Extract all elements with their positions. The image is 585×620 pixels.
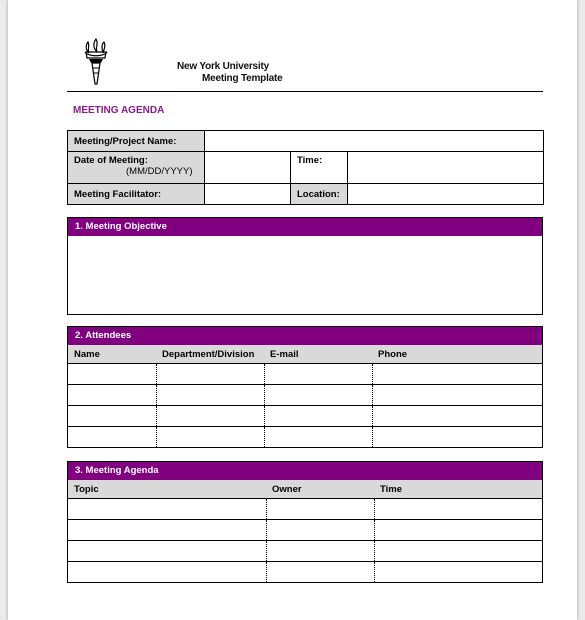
attendee-department-cell[interactable] [156,406,264,427]
agenda-row [68,520,542,541]
facilitator-label: Meeting Facilitator: [68,184,205,205]
nyu-torch-logo-icon [78,38,114,86]
attendees-title: 2. Attendees [68,327,542,345]
col-header-phone: Phone [372,345,542,364]
agenda-row [68,499,542,520]
date-label: Date of Meeting: [74,155,148,166]
agenda-owner-cell[interactable] [266,499,374,520]
date-format-hint: (MM/DD/YYYY) [126,166,193,177]
agenda-topic-cell[interactable] [68,562,266,583]
agenda-owner-cell[interactable] [266,541,374,562]
attendee-email-cell[interactable] [264,385,372,406]
attendee-email-cell[interactable] [264,427,372,448]
col-header-time: Time [374,480,542,499]
agenda-row [68,541,542,562]
attendee-name-cell[interactable] [68,427,156,448]
agenda-title: 3. Meeting Agenda [68,462,542,480]
attendee-name-cell[interactable] [68,385,156,406]
col-header-department: Department/Division [156,345,264,364]
template-title: Meeting Template [202,73,283,84]
col-header-email: E-mail [264,345,372,364]
agenda-topic-cell[interactable] [68,520,266,541]
meeting-agenda-heading: MEETING AGENDA [73,105,165,116]
attendees-section [67,326,543,448]
university-name: New York University [177,61,269,72]
attendee-department-cell[interactable] [156,385,264,406]
objective-text-area[interactable] [68,236,542,314]
attendee-name-cell[interactable] [68,406,156,427]
col-header-name: Name [68,345,156,364]
agenda-time-cell[interactable] [374,562,542,583]
date-field[interactable] [205,152,291,184]
attendee-name-cell[interactable] [68,364,156,385]
agenda-owner-cell[interactable] [266,562,374,583]
date-label-cell [68,152,205,184]
agenda-topic-cell[interactable] [68,541,266,562]
attendee-row [68,427,542,448]
time-field[interactable] [348,152,544,184]
attendee-row [68,364,542,385]
project-name-field[interactable] [205,131,544,152]
attendee-email-cell[interactable] [264,406,372,427]
agenda-topic-cell[interactable] [68,499,266,520]
attendee-department-cell[interactable] [156,427,264,448]
document-page [8,0,577,620]
objective-title: 1. Meeting Objective [68,218,542,236]
attendee-row [68,385,542,406]
agenda-time-cell[interactable] [374,541,542,562]
col-header-topic: Topic [68,480,266,499]
agenda-time-cell[interactable] [374,520,542,541]
facilitator-field[interactable] [205,184,291,205]
attendee-row [68,406,542,427]
location-field[interactable] [348,184,544,205]
agenda-time-cell[interactable] [374,499,542,520]
location-label: Location: [291,184,348,205]
attendee-department-cell[interactable] [156,364,264,385]
agenda-row [68,562,542,583]
attendees-table [68,345,542,447]
attendee-phone-cell[interactable] [372,364,542,385]
attendee-phone-cell[interactable] [372,406,542,427]
agenda-section [67,461,543,583]
agenda-table [68,480,542,582]
attendee-email-cell[interactable] [264,364,372,385]
meeting-info-table [67,130,544,205]
agenda-owner-cell[interactable] [266,520,374,541]
objective-section [67,217,543,315]
header-divider [67,91,543,92]
attendee-phone-cell[interactable] [372,385,542,406]
time-label: Time: [291,152,348,184]
attendee-phone-cell[interactable] [372,427,542,448]
col-header-owner: Owner [266,480,374,499]
project-name-label: Meeting/Project Name: [68,131,205,152]
